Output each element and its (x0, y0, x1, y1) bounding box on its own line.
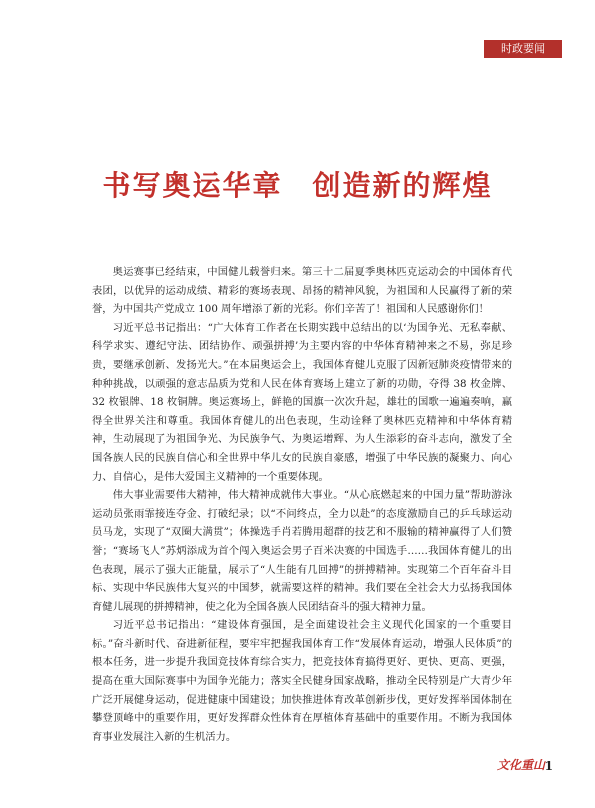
article-title: 书写奥运华章 创造新的辉煌 (102, 168, 493, 202)
section-tag: 时政要闻 (484, 40, 562, 58)
paragraph: 习近平总书记指出：“建设体育强国，是全面建设社会主义现代化国家的一个重要目标。”奋斗新时代、奋进新征程，要牢牢把握我国体育工作“发展体育运动，增强人民体质”的根本任务，进一步提升我国竞技体育综合实力，把竞技体育搞得更好、更快、更高、更强，提高在重大国际赛事中为国争光能力；落实全民健身国家战略，推动全民特别是广大青少年广泛开展健身运动，促进健康中国建设；加快推进体育改革创新步伐，更好发挥举国体制在攀登顶峰中的重要作用，更好发挥群众性体育在厚植体育基础中的重要作用。不断为我国体育事业发展注入新的生机活力。 (92, 619, 512, 743)
paragraph: 伟大事业需要伟大精神，伟大精神成就伟大事业。“从心底燃起来的中国力量”帮助游泳运动员张雨霏接连夺金、打破纪录；以“不问终点，全力以赴”的态度激励自己的乒乓球运动员马龙，实现了“双圈大满贯”；体操选手肖若腾用超群的技艺和不服输的精神赢得了人们赞誉；“赛场飞人”苏炳添成为首个闯入奥运会男子百米决赛的中国选手……我国体育健儿的出色表现，展示了强大正能量，展示了“人生能有几回搏”的拼搏精神。实现第二个百年奋斗目标、实现中华民族伟大复兴的中国梦，就需要这样的精神。我们要在全社会大力弘扬我国体育健儿展现的拼搏精神，使之化为全国各族人民团结奋斗的强大精神力量。 (92, 489, 512, 613)
paragraph: 习近平总书记指出：“广大体育工作者在长期实践中总结出的以‘为国争光、无私奉献、科学求实、遵纪守法、团结协作、顽强拼搏’为主要内容的中华体育精神来之不易，弥足珍贵，要继承创新、发扬光大。”在本届奥运会上，我国体育健儿克服了因新冠肺炎疫情带来的种种挑战，以顽强的意志品质为党和人民在体育赛场上建立了新的功勋，夺得 38 枚金牌、32 枚银牌、18 枚铜牌。奥运赛场上，鲜艳的国旗一次次升起，雄壮的国歌一遍遍奏响，赢得全世界关注和尊重。我国体育健儿的出色表现，生动诠释了奥林匹克精神和中华体育精神，生动展现了为祖国争光、为民族争气、为奥运增辉、为人生添彩的奋斗志向，激发了全国各族人民的民族自信心和全世界中华儿女的民族自豪感，增强了中华民族的凝聚力、向心力、自信心，是伟大爱国主义精神的一个重要体现。 (92, 321, 512, 483)
article-body (92, 263, 512, 746)
page-number: 1 (544, 759, 553, 773)
paragraph: 奥运赛事已经结束，中国健儿载誉归来。第三十二届夏季奥林匹克运动会的中国体育代表团，以优异的运动成绩、精彩的赛场表现、昂扬的精神风貌，为祖国和人民赢得了新的荣誉，为中国共产党成立 100 周年增添了新的光彩。你们辛苦了！祖国和人民感谢你们！ (92, 266, 512, 316)
magazine-logo: 文化重山 (496, 758, 545, 772)
